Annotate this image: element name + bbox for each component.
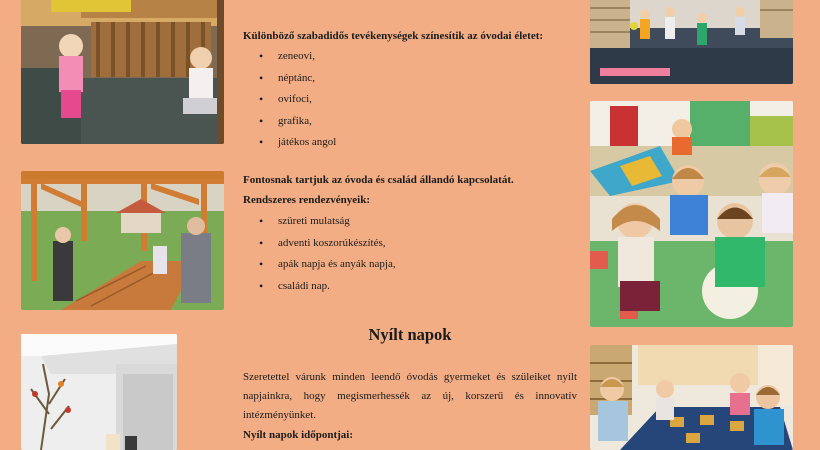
- gym-play-photo: [590, 0, 793, 84]
- list-item: • játékos angol: [243, 132, 577, 154]
- list-item: • adventi koszorúkészítés,: [243, 233, 577, 255]
- open-days-paragraph: Szeretettel várunk minden leendő óvodás gyermeket és szüleiket nyílt napjainkra, hogy megismerhessék az új, korszerű és innovatív intézményünket.: [243, 371, 577, 421]
- playground-kids-photo: [21, 0, 224, 144]
- hallway-decoration-photo: [21, 334, 177, 450]
- events-subheading: Rendszeres rendezvényeik:: [243, 194, 370, 206]
- events-intro: Fontosnak tartjuk az óvoda és család állandó kapcsolatát.: [243, 174, 514, 186]
- list-item: • grafika,: [243, 111, 577, 133]
- list-item: • ovifoci,: [243, 89, 577, 111]
- list-item: • szüreti mulatság: [243, 211, 577, 233]
- events-list: [243, 211, 577, 297]
- list-item: • apák napja és anyák napja,: [243, 254, 577, 276]
- open-days-dates-label: Nyílt napok időpontjai:: [243, 429, 354, 441]
- kids-floor-play-photo: [590, 101, 793, 327]
- open-days-heading: Nyílt napok: [368, 325, 452, 344]
- list-item: • néptánc,: [243, 68, 577, 90]
- list-item: • családi nap.: [243, 276, 577, 298]
- list-item: • zeneovi,: [243, 46, 577, 68]
- garden-pergola-photo: [21, 171, 224, 310]
- classroom-puzzle-photo: [590, 345, 793, 450]
- activities-intro: Különböző szabadidős tevékenységek színesítik az óvodai életet:: [243, 30, 544, 42]
- activities-list: [243, 46, 577, 154]
